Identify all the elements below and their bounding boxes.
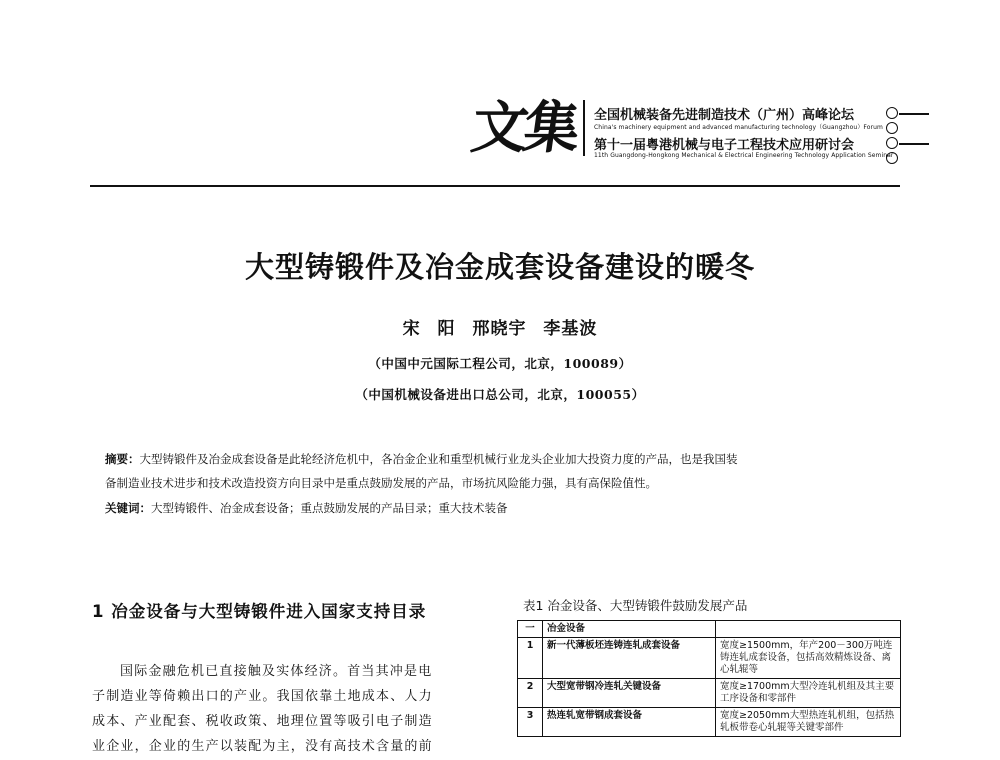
affiliation-1: （中国中元国际工程公司，北京，100089） <box>368 356 632 371</box>
body-line-3: 成本、产业配套、税收政策、地理位置等吸引电子制造 <box>92 714 433 729</box>
table-header-row <box>518 621 901 638</box>
table-cell: 新一代薄板坯连铸连轧成套设备 <box>543 638 716 679</box>
abstract-line-1 <box>105 451 738 467</box>
table-row <box>518 638 901 679</box>
header-rule <box>899 113 929 115</box>
affiliation-2: （中国机械设备进出口总公司，北京，100055） <box>355 387 645 402</box>
proceedings-logo: 文集 <box>467 95 581 161</box>
body-line-1: 国际金融危机已直接触及实体经济。首当其冲是电 <box>120 664 433 679</box>
header-rule <box>899 143 929 145</box>
header-divider <box>90 185 900 187</box>
header-separator <box>583 100 585 156</box>
table-caption: 表1 冶金设备、大型铸锻件鼓励发展产品 <box>523 598 748 613</box>
header-line1-en: China's machinery equipment and advanced manufacturing technology（Guangzhou）Forum <box>594 124 883 131</box>
paper-title: 大型铸锻件及冶金成套设备建设的暖冬 <box>244 250 755 284</box>
table-cell: 热连轧宽带钢成套设备 <box>543 708 716 737</box>
body-line-4: 业企业，企业的生产以装配为主，没有高技术含量的前 <box>92 739 433 754</box>
header-line2-cn: 第十一届粤港机械与电子工程技术应用研讨会 <box>594 138 855 153</box>
table-cell: 宽度≥1700mm大型冷连轧机组及其主要工序设备和零部件 <box>716 679 901 708</box>
ring-mark-icon <box>886 152 898 164</box>
table-cell <box>716 621 901 638</box>
abstract-text-1: 大型铸锻件及冶金成套设备是此轮经济危机中，各冶金企业和重型机械行业龙头企业加大投资力度的产品，也是我国装 <box>139 452 738 466</box>
abstract-label: 摘要： <box>105 452 140 466</box>
table-cell: 1 <box>518 638 543 679</box>
keywords-text: 大型铸锻件、冶金成套设备；重点鼓励发展的产品目录；重大技术装备 <box>151 501 508 515</box>
header-line2-en: 11th Guangdong-Hongkong Mechanical & Electrical Engineering Technology Application Seminar <box>594 152 894 159</box>
table-cell: 大型宽带钢冷连轧关键设备 <box>543 679 716 708</box>
table-cell: 3 <box>518 708 543 737</box>
ring-mark-icon <box>886 107 898 119</box>
abstract-line-2: 备制造业技术进步和技术改造投资方向目录中是重点鼓励发展的产品，市场抗风险能力强，具有高保险值性。 <box>105 476 657 490</box>
table-cell: 一 <box>518 621 543 638</box>
table-row <box>518 708 901 737</box>
table-cell: 宽度≥1500mm，年产200－300万吨连铸连轧成套设备，包括高效精炼设备、离心轧辊等 <box>716 638 901 679</box>
header-line1-cn: 全国机械装备先进制造技术（广州）高峰论坛 <box>594 108 855 123</box>
keywords-line <box>105 500 508 516</box>
table-row <box>518 679 901 708</box>
equipment-table <box>517 620 901 737</box>
section-heading: 1 冶金设备与大型铸锻件进入国家支持目录 <box>92 602 427 621</box>
paper-authors: 宋 阳 邢晓宇 李基波 <box>402 319 598 339</box>
ring-mark-icon <box>886 122 898 134</box>
table-cell: 宽度≥2050mm大型热连轧机组，包括热轧板带卷心轧辊等关键零部件 <box>716 708 901 737</box>
table-cell: 冶金设备 <box>543 621 716 638</box>
ring-mark-icon <box>886 137 898 149</box>
keywords-label: 关键词： <box>105 501 151 515</box>
table-cell: 2 <box>518 679 543 708</box>
body-line-2: 子制造业等倚赖出口的产业。我国依靠土地成本、人力 <box>92 689 433 704</box>
